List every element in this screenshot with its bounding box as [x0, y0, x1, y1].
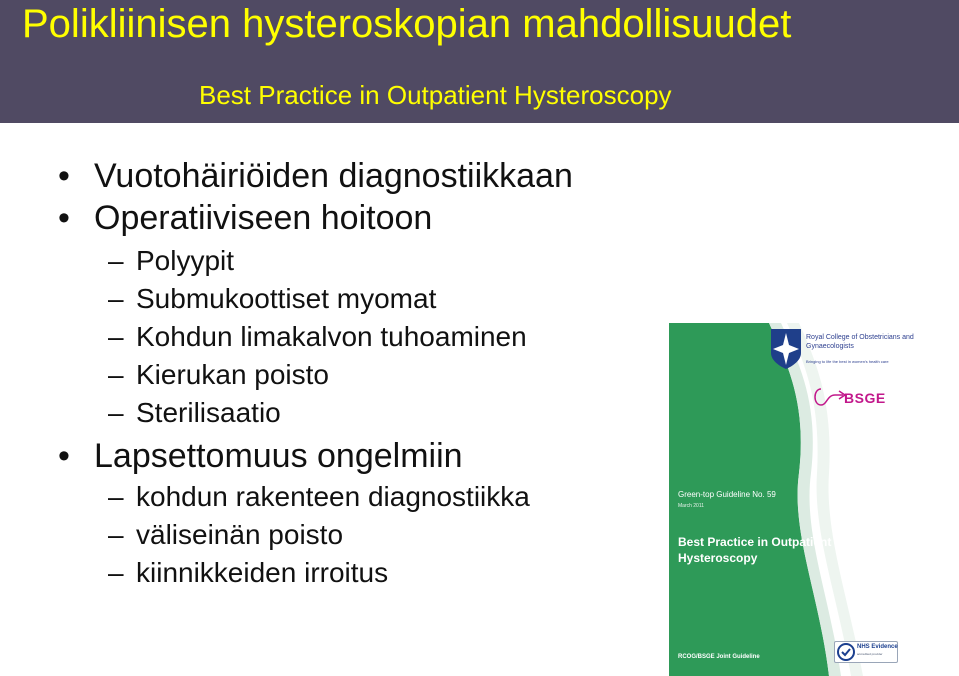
bullet-marker: •	[58, 199, 70, 237]
title-bar	[0, 0, 959, 123]
nhs-badge-title: NHS Evidence	[857, 644, 898, 650]
cover-title: Best Practice in Outpatient Hysteroscopy	[678, 535, 832, 565]
dash-marker: –	[108, 359, 124, 390]
bullet-marker: •	[58, 437, 70, 475]
nhs-badge-subtitle: accredited provider	[857, 652, 883, 656]
rcog-name: Royal College of Obstetricians and Gynaecologists	[806, 334, 914, 350]
sub-bullet-text: Kohdun limakalvon tuhoaminen	[136, 321, 527, 352]
bsge-logo: BSGE	[844, 390, 886, 406]
rcog-tagline: Bringing to life the best in women's health care	[806, 359, 889, 364]
sub-bullet-text: Polyypit	[136, 245, 235, 276]
dash-marker: –	[108, 321, 124, 352]
nhs-evidence-badge	[834, 641, 898, 663]
sub-bullet-text: väliseinän poisto	[136, 519, 344, 550]
guideline-cover-image	[669, 323, 959, 676]
sub-bullet-text: kohdun rakenteen diagnostiikka	[136, 481, 530, 512]
sub-bullet-text: kiinnikkeiden irroitus	[136, 557, 389, 588]
cover-artwork	[669, 323, 959, 676]
guideline-date: March 2011	[678, 503, 705, 509]
dash-marker: –	[108, 397, 124, 428]
dash-marker: –	[108, 557, 124, 588]
dash-marker: –	[108, 245, 124, 276]
dash-marker: –	[108, 519, 124, 550]
bullet-text: Vuotohäiriöiden diagnostiikkaan	[94, 157, 573, 195]
sub-bullet-text: Submukoottiset myomat	[136, 283, 437, 314]
dash-marker: –	[108, 283, 124, 314]
guideline-number: Green-top Guideline No. 59	[678, 490, 776, 499]
nhs-badge-icon	[836, 642, 856, 662]
sub-bullet-text: Sterilisaatio	[136, 397, 281, 428]
dash-marker: –	[108, 481, 124, 512]
cover-footer: RCOG/BSGE Joint Guideline	[678, 654, 760, 660]
sub-bullet-text: Kierukan poisto	[136, 359, 330, 390]
bullet-text: Operatiiviseen hoitoon	[94, 199, 433, 237]
slide-subtitle: Best Practice in Outpatient Hysteroscopy	[199, 80, 672, 110]
bullet-text: Lapsettomuus ongelmiin	[94, 437, 463, 475]
slide-title: Polikliinisen hysteroskopian mahdollisuudet	[22, 2, 792, 46]
bullet-marker: •	[58, 157, 70, 195]
